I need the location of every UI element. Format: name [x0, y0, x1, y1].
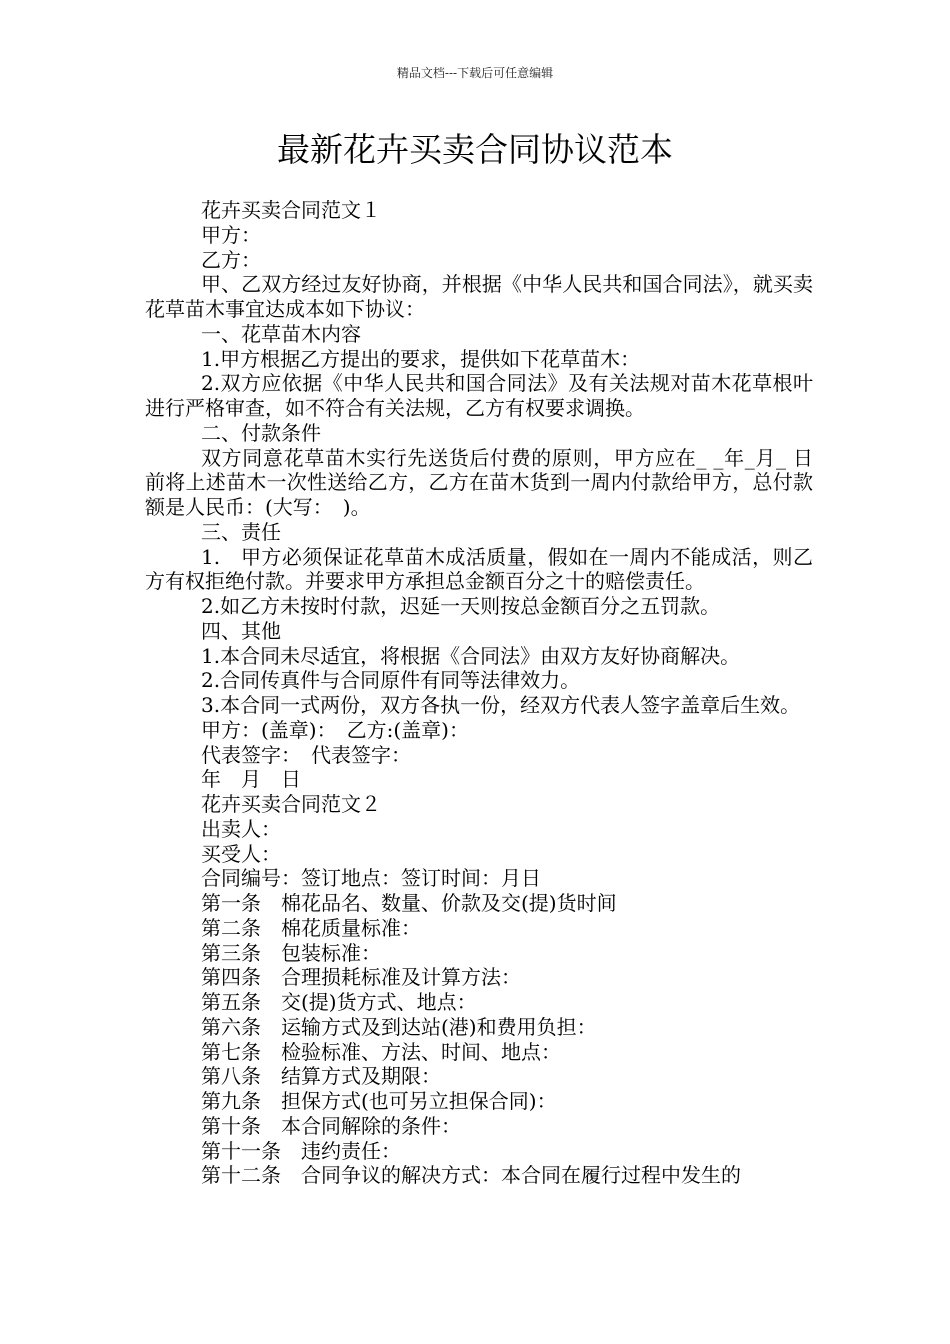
- paragraph: 第十二条 合同争议的解决方式：本合同在履行过程中发生的: [201, 1163, 741, 1188]
- paragraph: 2.双方应依据《中华人民共和国合同法》及有关法规对苗木花草根叶进行严格审查，如不符合有关法规，乙方有权要求调换。: [145, 371, 813, 420]
- paragraph: 2.如乙方未按时付款，迟延一天则按总金额百分之五罚款。: [201, 594, 721, 618]
- paragraph: 第一条 棉花品名、数量、价款及交(提)货时间: [201, 891, 617, 915]
- paragraph: 一、花草苗木内容: [201, 321, 361, 346]
- paragraph: 花卉买卖合同范文１: [201, 198, 381, 222]
- paragraph: 代表签字： 代表签字：: [201, 742, 411, 767]
- paragraph: 双方同意花草苗木实行先送货后付费的原则，甲方应在_ _年_月_ 日前将上述苗木一次性送给乙方，乙方在苗木货到一周内付款给甲方，总付款额是人民币：(大写： )。: [145, 445, 813, 519]
- paragraph: 2.合同传真件与合同原件有同等法律效力。: [201, 668, 581, 693]
- paragraph: 3.本合同一式两份，双方各执一份，经双方代表人签字盖章后生效。: [201, 693, 801, 717]
- paragraph: 第七条 检验标准、方法、时间、地点：: [201, 1039, 561, 1064]
- paragraph: 甲方：(盖章)： 乙方:(盖章)：: [201, 717, 469, 742]
- paragraph: 第三条 包装标准：: [201, 940, 381, 965]
- paragraph: 买受人：: [201, 841, 281, 866]
- paragraph: 合同编号：签订地点：签订时间：月日: [201, 866, 541, 891]
- paragraph: 乙方：: [201, 247, 261, 272]
- paragraph: 花卉买卖合同范文２: [201, 792, 381, 816]
- document-body: [145, 198, 813, 1188]
- paragraph: 1.甲方根据乙方提出的要求，提供如下花草苗木：: [201, 346, 641, 371]
- paragraph: 甲、乙双方经过友好协商，并根据《中华人民共和国合同法》，就买卖花草苗木事宜达成本如下协议：: [145, 272, 813, 321]
- paragraph: 第九条 担保方式(也可另立担保合同)：: [201, 1089, 557, 1113]
- paragraph: 1.本合同未尽适宜，将根据《合同法》由双方友好协商解决。: [201, 643, 741, 668]
- paragraph: 出卖人：: [201, 816, 281, 841]
- paragraph: 甲方：: [201, 222, 261, 247]
- paragraph: 年 月 日: [201, 767, 301, 792]
- paragraph: 二、付款条件: [201, 420, 321, 445]
- paragraph: 四、其他: [201, 618, 281, 643]
- paragraph: 第十条 本合同解除的条件：: [201, 1113, 461, 1138]
- paragraph: 第二条 棉花质量标准：: [201, 915, 421, 940]
- document-title: 最新花卉买卖合同协议范本: [277, 130, 673, 169]
- paragraph: 第四条 合理损耗标准及计算方法：: [201, 965, 521, 990]
- paragraph: 第八条 结算方式及期限：: [201, 1064, 441, 1089]
- paragraph: 第五条 交(提)货方式、地点：: [201, 990, 477, 1014]
- paragraph: 1. 甲方必须保证花草苗木成活质量，假如在一周内不能成活，则乙方有权拒绝付款。并要求甲方承担总金额百分之十的赔偿责任。: [145, 544, 813, 594]
- paragraph: 三、责任: [201, 519, 281, 544]
- paragraph: 第六条 运输方式及到达站(港)和费用负担：: [201, 1014, 597, 1039]
- paragraph: 第十一条 违约责任：: [201, 1138, 401, 1163]
- header-note: 精品文档---下载后可任意编辑: [396, 66, 554, 80]
